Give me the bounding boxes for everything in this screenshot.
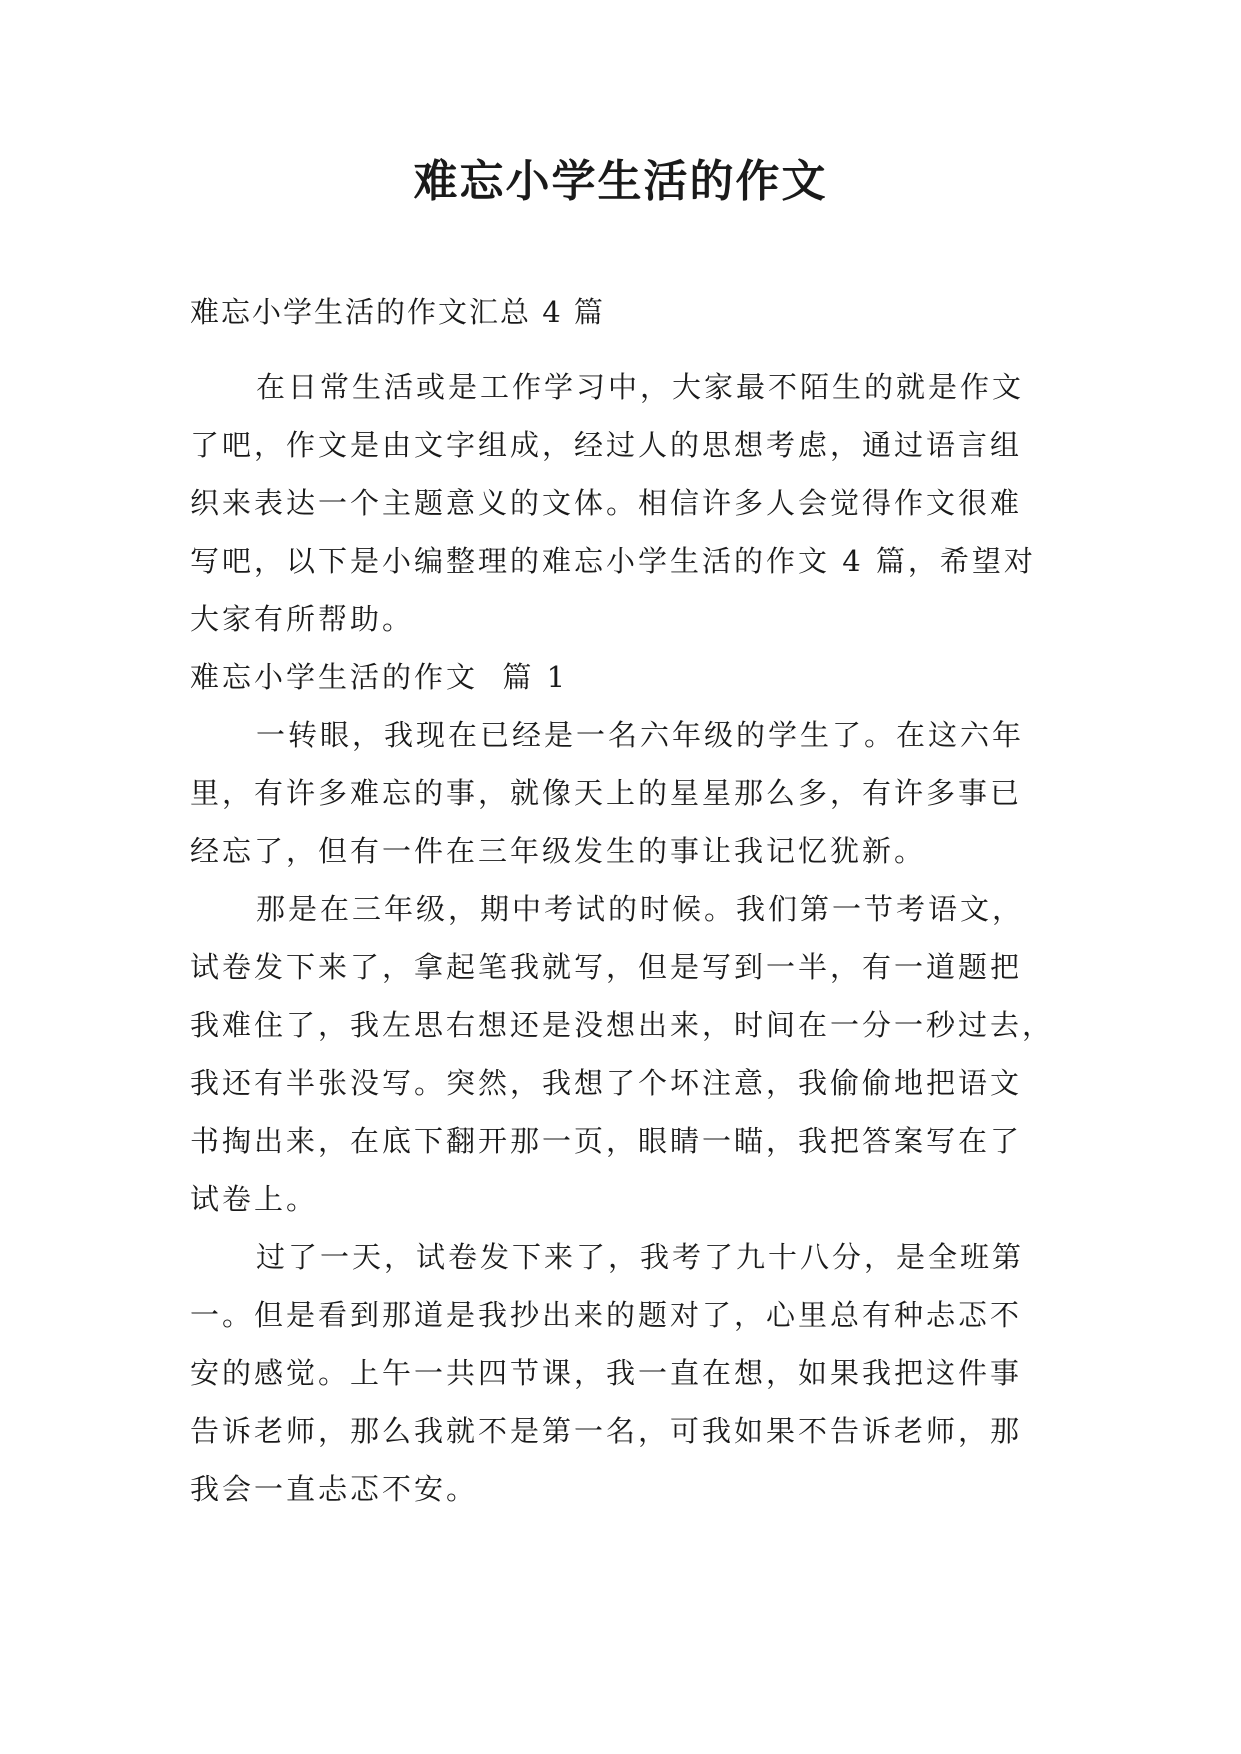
text-line: 一转眼，我现在已经是一名六年级的学生了。在这六年 — [256, 718, 1025, 752]
text-line: 经忘了，但有一件在三年级发生的事让我记忆犹新。 — [190, 834, 927, 868]
text-line: 大家有所帮助。 — [190, 602, 415, 636]
section-heading-block — [190, 648, 1060, 706]
paragraph-1 — [190, 706, 1060, 880]
text-line: 一。但是看到那道是我抄出来的题对了，心里总有种忐忑不 — [190, 1298, 1023, 1332]
text-line: 书掏出来，在底下翻开那一页，眼睛一瞄，我把答案写在了 — [190, 1124, 1023, 1158]
text-line: 试卷上。 — [190, 1182, 319, 1216]
text-line: 安的感觉。上午一共四节课，我一直在想，如果我把这件事 — [190, 1356, 1023, 1390]
text-line: 了吧，作文是由文字组成，经过人的思想考虑，通过语言组 — [190, 428, 1023, 462]
paragraph-3 — [190, 1228, 1060, 1518]
intro-paragraph — [190, 358, 1060, 648]
paragraph-2 — [190, 880, 1060, 1228]
text-line: 我会一直忐忑不安。 — [190, 1472, 479, 1506]
text-line: 织来表达一个主题意义的文体。相信许多人会觉得作文很难 — [190, 486, 1023, 520]
text-line: 我难住了，我左思右想还是没想出来，时间在一分一秒过去， — [190, 1008, 1055, 1042]
text-line: 里，有许多难忘的事，就像天上的星星那么多，有许多事已 — [190, 776, 1023, 810]
section-heading: 难忘小学生活的作文 篇 1 — [190, 660, 569, 694]
text-line: 写吧，以下是小编整理的难忘小学生活的作文 4 篇，希望对 — [190, 544, 1036, 578]
document-subtitle: 难忘小学生活的作文汇总 4 篇 — [190, 295, 605, 329]
text-line: 我还有半张没写。突然，我想了个坏注意，我偷偷地把语文 — [190, 1066, 1023, 1100]
text-line: 试卷发下来了，拿起笔我就写，但是写到一半，有一道题把 — [190, 950, 1023, 984]
text-line: 那是在三年级，期中考试的时候。我们第一节考语文， — [256, 892, 1025, 926]
text-line: 告诉老师，那么我就不是第一名，可我如果不告诉老师，那 — [190, 1414, 1023, 1448]
text-line: 在日常生活或是工作学习中，大家最不陌生的就是作文 — [256, 370, 1025, 404]
document-title: 难忘小学生活的作文 — [413, 156, 828, 207]
text-line: 过了一天，试卷发下来了，我考了九十八分，是全班第 — [256, 1240, 1025, 1274]
